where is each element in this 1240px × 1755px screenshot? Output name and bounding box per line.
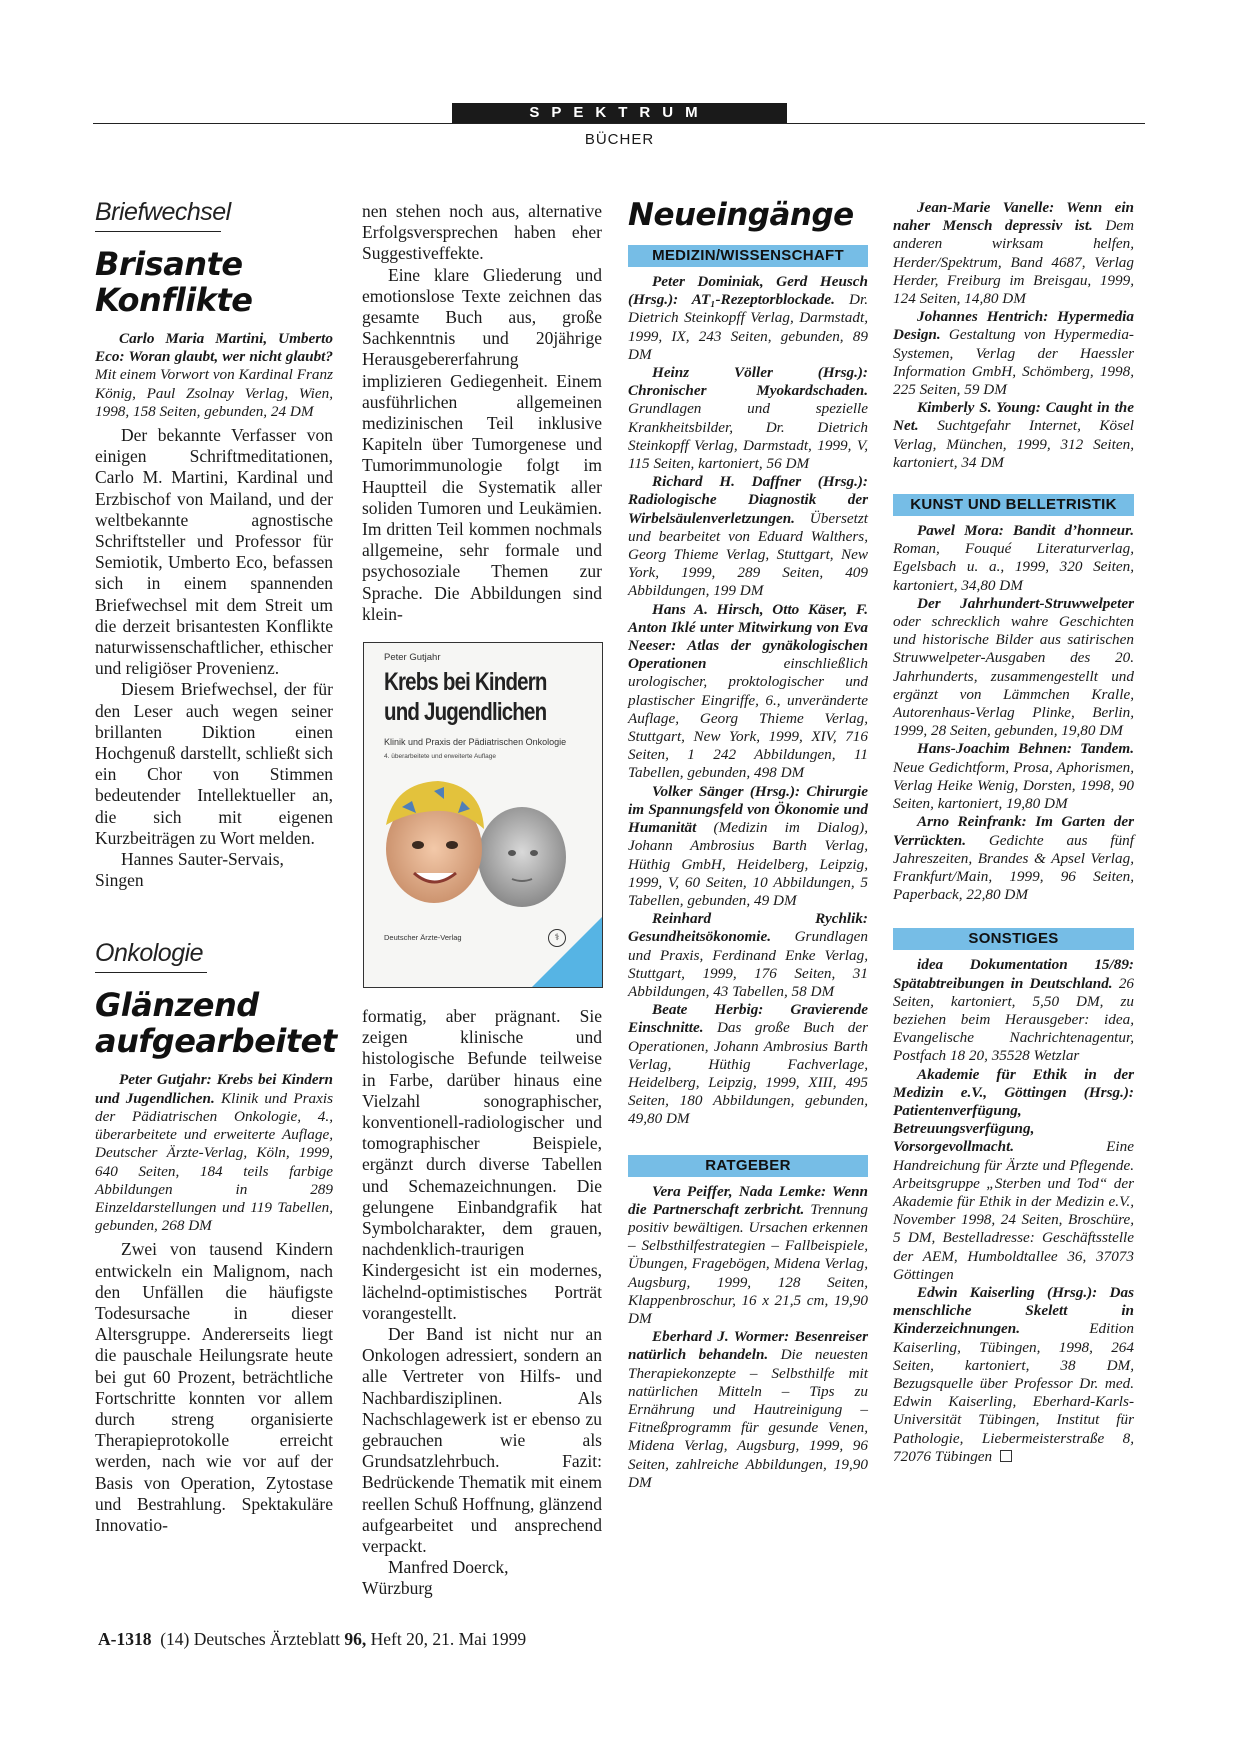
headline-brisante-konflikte: Brisante Konflikte: [95, 245, 253, 319]
page-number: A-1318: [98, 1629, 152, 1649]
list-item: Johannes Hentrich: Hypermedia Design. Gestaltung von Hypermedia-Systemen, Verlag der Haessler Information GmbH, Schömberg, 1998, 225 Seiten, 59 DM: [893, 308, 1134, 399]
list-item: Edwin Kaiserling (Hrsg.): Das menschliche Skelett in Kinderzeichnungen. Edition Kaiserling, Tübingen, 1998, 264 Seiten, kartoniert, 38 DM, Bezugsquelle über Professor Dr. med. Edwin Kaiserling, Eberhard-Karls-Universität Tübingen, Institut für Pathologie, Liebermeisterstraße 8, 72076 Tübingen: [893, 1283, 1134, 1465]
review-text: Zwei von tausend Kindern entwickeln ein Malignom, nach den Unfällen die häufigste Todesursache in dieser Altersgruppe. Andererseits liegt die pauschale Heilungsrate heute bei gut 60 Prozent, beträchtliche Fortschritte konnten vor allem durch streng organisierte Therapieprotokolle erreicht werden, nach wie vor auf der Basis von Operation, Zytostase und Bestrahlung. Spektakuläre Innovatio-: [95, 1239, 333, 1535]
subsection-label: BÜCHER: [584, 131, 655, 148]
list-item: Akademie für Ethik in der Medizin e.V., Göttingen (Hrsg.): Patientenverfügung, Betreuungsverfügung, Vorsorgevollmacht. Eine Handreichung für Ärzte und Pflegende. Arbeitsgruppe „Sterben und Tod“ der Akademie für Ethik in der Medizin e.V., November 1998, 24 Seiten, Broschüre, 5 DM, Bestelladresse: Geschäftsstelle der AEM, Humboldtallee 36, 37073 Göttingen: [893, 1065, 1134, 1283]
column-2-lower: [362, 1006, 602, 1600]
entries-medizin: [628, 273, 868, 1129]
list-item: Hans A. Hirsch, Otto Käser, F. Anton Iklé unter Mitwirkung von Eva Neeser: Atlas der gynäkologischen Operationen einschließlich urologischer, proktologischer und plastischer Eingriffe, 6., unveränderte Auflage, Georg Thieme Verlag, Stuttgart, New York, 1999, XIV, 716 Seiten, 1 242 Abbildungen, 11 Tabellen, gebunden, 498 DM: [628, 600, 868, 782]
rubric-briefwechsel: Briefwechsel: [95, 198, 221, 232]
end-of-article-icon: [1000, 1450, 1012, 1462]
category-label-sonstiges: SONSTIGES: [893, 928, 1134, 950]
review-text: Der bekannte Verfasser von einigen Schriftmeditationen, Carlo M. Martini, Kardinal und Erzbischof von Mailand, und der weltbekannte agnostische Schriftsteller und Professor für Semiotik, Umberto Eco, befassen sich in einem spannenden Briefwechsel mit dem Streit um die derzeit brisantesten Konflikte naturwissenschaftlicher, ethischer und religiöser Provenienz. Diesem Briefwechsel, der für den Leser auch wegen seiner brillanten Diktion einen Hochgenuß darstellt, schließt sich ein Chor von Stimmen bedeutender Intellektueller an, die sich mit eigenen Kurzbeiträgen zu Wort melden. Hannes Sauter-Servais, Singen: [95, 425, 333, 891]
list-item: Vera Peiffer, Nada Lemke: Wenn die Partnerschaft zerbricht. Trennung positiv bewältigen. Ursachen erkennen – Selbsthilfestrategien – Fallbeispiele, Übungen, Fragebögen, Midena Verlag, Augsburg, 1999, 128 Seiten, Klappenbroschur, 16 x 21,5 cm, 19,90 DM: [628, 1182, 868, 1327]
book-cover-image: [363, 642, 603, 988]
list-item: Kimberly S. Young: Caught in the Net. Suchtgefahr Internet, Kösel Verlag, München, 1999, 312 Seiten, kartoniert, 34 DM: [893, 399, 1134, 471]
cover-subtitle: Klinik und Praxis der Pädiatrischen Onkologie: [384, 737, 567, 747]
cover-edition: 4. überarbeitete und erweiterte Auflage: [384, 753, 497, 760]
list-item: Arno Reinfrank: Im Garten der Verrückten. Gedichte aus fünf Jahreszeiten, Brandes & Apsel Verlag, Frankfurt/Main, 1999, 96 Seiten, Paperback, 22,80 DM: [893, 813, 1134, 904]
list-item: Jean-Marie Vanelle: Wenn ein naher Mensch depressiv ist. Dem anderen wirksam helfen, Herder/Spektrum, Band 4687, Verlag Herder, Freiburg im Breisgau, 1999, 124 Seiten, 14,80 DM: [893, 199, 1134, 308]
review-text-continued: nen stehen noch aus, alternative Erfolgsversprechen haben eher Suggestiveffekte. Eine klare Gliederung und emotionslose Texte zeichnen das gesamte Buch aus, große Sachkenntnis und 20jährige Herausgebererfahrung implizieren Gediegenheit. Einem ausführlichen allgemeinen medizinischen Teil inklusive Kapiteln über Tumorgenese und Tumorimmunologie folgt im Hauptteil die Systematik aller soliden Tumoren und Leukämien. Im dritten Teil kommen nochmals allgemeine, sehr formale und psychosoziale Themen zur Sprache. Die Abbildungen sind klein-: [362, 201, 602, 624]
list-item: Beate Herbig: Gravierende Einschnitte. Das große Buch der Operationen, Johann Ambrosius Barth Verlag, Hüthig Fachverlage, Heidelberg, Leipzig, 1999, XIII, 495 Seiten, 180 Abbildungen, gebunden, 49,80 DM: [628, 1001, 868, 1128]
rubric-onkologie: Onkologie: [95, 939, 207, 973]
category-label-kunst: KUNST UND BELLETRISTIK: [893, 494, 1134, 516]
column-2: [362, 201, 602, 625]
publisher-logo-icon: ⚕: [548, 929, 566, 947]
book-reference: Peter Gutjahr: Krebs bei Kindern und Jugendlichen. Klinik und Praxis der Pädiatrischen Onkologie, 4., überarbeitete und erweiterte Auflage, Deutscher Ärzte-Verlag, Köln, 1999, 640 Seiten, 184 teils farbige Abbildungen in 289 Einzeldarstellungen und 119 Tabellen, gebunden, 268 DM: [95, 1071, 333, 1235]
cover-title: Krebs bei Kindern und Jugendlichen: [384, 668, 547, 726]
cover-author: Peter Gutjahr: [384, 652, 441, 663]
category-label-ratgeber: RATGEBER: [628, 1155, 868, 1177]
entries-sonstiges: [893, 956, 1134, 1466]
list-item: Eberhard J. Wormer: Besenreiser natürlich behandeln. Die neuesten Therapiekonzepte – Selbsthilfe mit natürlichen Mitteln – Tips zu Ernährung und Hautreinigung – Fitneßprogramm für gesunde Venen, Midena Verlag, Augsburg, 1999, 96 Seiten, zahlreiche Abbildungen, 19,90 DM: [628, 1328, 868, 1491]
header-rule: [93, 123, 1145, 124]
list-item: Reinhard Rychlik: Gesundheitsökonomie. Grundlagen und Praxis, Ferdinand Enke Verlag, Stuttgart, 1999, 176 Seiten, 31 Abbildungen, 43 Tabellen, 58 DM: [628, 910, 868, 1000]
list-item: idea Dokumentation 15/89: Spätabtreibungen in Deutschland. 26 Seiten, kartoniert, 5,50 DM, zu beziehen beim Herausgeber: idea, Evangelische Nachrichtenagentur, Postfach 18 20, 35528 Wetzlar: [893, 956, 1134, 1065]
list-item: Pawel Mora: Bandit d’honneur. Roman, Fouqué Literaturverlag, Egelsbach u. a., 1999, 320 Seiten, kartoniert, 34,80 DM: [893, 522, 1134, 594]
cover-corner-decoration: [532, 917, 602, 987]
list-item: Peter Dominiak, Gerd Heusch (Hrsg.): AT₁-Rezeptorblockade. Dr. Dietrich Steinkopff Verlag, Darmstadt, 1999, IX, 243 Seiten, gebunden, 89 DM: [628, 273, 868, 363]
entries-kunst: [893, 522, 1134, 904]
category-label-medizin: MEDIZIN/WISSENSCHAFT: [628, 245, 868, 267]
list-item: Der Jahrhundert-Struwwelpeter oder schrecklich wahre Geschichten und historische Bilder aus satirischen Struwwelpeter-Ausgaben des 20. Jahrhunderts, zusammengestellt und ergänzt von Lämmchen Kralle, Autorenhaus-Verlag Plinke, Berlin, 1999, 28 Seiten, gebunden, 19,80 DM: [893, 594, 1134, 740]
column-3: [628, 197, 868, 1492]
section-title-neueingaenge: Neueingänge: [628, 197, 854, 233]
column-4: [893, 199, 1134, 1466]
list-item: Heinz Völler (Hrsg.): Chronischer Myokardschaden. Grundlagen und spezielle Krankheitsbilder, Dr. Dietrich Steinkopff Verlag, Darmstadt, 1999, V, 115 Seiten, kartoniert, 56 DM: [628, 364, 868, 473]
column-1: [95, 198, 337, 1536]
page-footer: A-1318 (14) Deutsches Ärzteblatt 96, Heft 20, 21. Mai 1999: [98, 1629, 527, 1649]
headline-glaenzend-aufgearbeitet: Glänzend aufgearbeitet: [95, 986, 337, 1061]
review-text-continued: formatig, aber prägnant. Sie zeigen klinische und histologische Befunde teilweise in Farbe, darüber hinaus eine Vielzahl sonographischer, konventionell-radiologischer und tomographischer Beispiele, ergänzt durch diverse Tabellen und Schemazeichnungen. Die gelungene Einbandgrafik hat Symbolcharakter, dem grauen, nachdenklich-traurigen Kindergesicht ist ein modernes, lächelnd-optimistisches Porträt vorangestellt. Der Band ist nicht nur an Onkologen adressiert, sondern an alle Vertreter von Hilfs- und Nachbardisziplinen. Als Nachschlagewerk ist er ebenso zu gebrauchen wie als Grundsatzlehrbuch. Fazit: Bedrückende Thematik mit einem reellen Schuß Hoffnung, glänzend aufgearbeitet und ansprechend verpackt. Manfred Doerck, Würzburg: [362, 1006, 602, 1599]
list-item: Volker Sänger (Hrsg.): Chirurgie im Spannungsfeld von Ökonomie und Humanität (Medizin im Dialog), Johann Ambrosius Barth Verlag, Hüthig GmbH, Heidelberg, Leipzig, 1999, V, 60 Seiten, 10 Abbildungen, 5 Tabellen, gebunden, 49 DM: [628, 782, 868, 909]
review-signature: Hannes Sauter-Servais, Singen: [95, 849, 284, 891]
review-signature: Manfred Doerck, Würzburg: [362, 1557, 509, 1599]
section-banner: SPEKTRUM: [452, 103, 787, 123]
entries-medizin-continued: [893, 199, 1134, 472]
entries-ratgeber: [628, 1183, 868, 1492]
book-reference: Carlo Maria Martini, Umberto Eco: Woran glaubt, wer nicht glaubt? Mit einem Vorwort von Kardinal Franz König, Paul Zsolnay Verlag, Wien, 1998, 158 Seiten, gebunden, 24 DM: [95, 330, 333, 420]
list-item: Richard H. Daffner (Hrsg.): Radiologische Diagnostik der Wirbelsäulenverletzungen. Übersetzt und bearbeitet von Eduard Walthers, Georg Thieme Verlag, Stuttgart, New York, 1999, 289 Seiten, 409 Abbildungen, 199 DM: [628, 473, 868, 600]
cover-publisher: Deutscher Ärzte-Verlag: [384, 933, 462, 942]
list-item: Hans-Joachim Behnen: Tandem. Neue Gedichtform, Prosa, Aphorismen, Verlag Heike Wenig, Dorsten, 1998, 90 Seiten, kartoniert, 19,80 DM: [893, 740, 1134, 813]
children-photo: [372, 769, 568, 909]
